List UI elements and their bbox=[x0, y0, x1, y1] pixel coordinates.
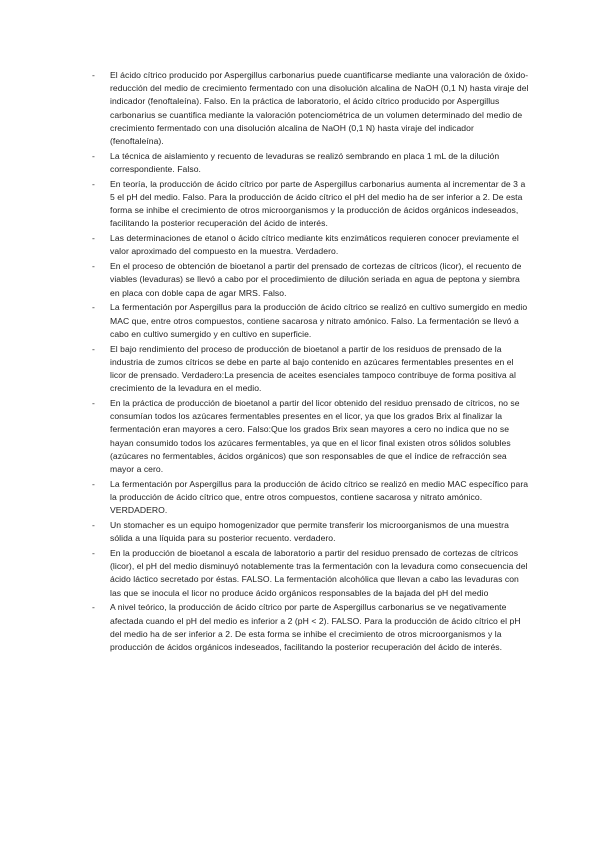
bullet-dash: - bbox=[92, 261, 95, 272]
list-item bbox=[92, 343, 530, 396]
statement-text: Un stomacher es un equipo homogenizador que permite transferir los microorganismos de una muestra sólida a una líquida para su posterior recuento. verdadero. bbox=[110, 520, 509, 544]
statement-text: En la producción de bioetanol a escala de laboratorio a partir del residuo prensado de cortezas de cítricos (licor), el pH del medio disminuyó notablemente tras la fermentación con la levadura como consecuencia del ácido láctico secretado por éstas. FALSO. La fermentación alcohólica que llevan a cabo las levaduras con las que se inocula el licor no produce ácido orgánicos responsables de la bajada del pH del medio bbox=[110, 548, 528, 598]
bullet-dash: - bbox=[92, 178, 95, 189]
list-item bbox=[92, 397, 530, 476]
bullet-dash: - bbox=[92, 343, 95, 354]
bullet-dash: - bbox=[92, 233, 95, 244]
list-item bbox=[92, 301, 530, 341]
statement-list bbox=[92, 69, 530, 654]
statement-text: El bajo rendimiento del proceso de producción de bioetanol a partir de los residuos de prensado de la industria de zumos cítricos se debe en parte al bajo contenido en azúcares fermentables presentes en el licor de prensado. Verdadero:La presencia de aceites esenciales tampoco contribuye de forma positiva al crecimiento de la levadura en el medio. bbox=[110, 343, 516, 394]
list-item bbox=[92, 232, 530, 258]
statement-text: Las determinaciones de etanol o ácido cítrico mediante kits enzimáticos requieren conocer previamente el valor aproximado del compuesto en la muestra. Verdadero. bbox=[110, 233, 519, 257]
bullet-dash: - bbox=[92, 70, 95, 80]
list-item bbox=[92, 260, 530, 300]
statement-text: En teoría, la producción de ácido cítrico por parte de Aspergillus carbonarius aumenta al incrementar de 3 a 5 el pH del medio. Falso. Para la producción de ácido cítrico el pH del medio ha de ser inferior a 2. De esta forma se inhibe el crecimiento de otros microorganismos y la producción de ácidos orgánicos indeseados, facilitando la posterior recuperación del ácido de interés. bbox=[110, 178, 526, 229]
bullet-dash: - bbox=[92, 520, 95, 531]
statement-text: El ácido cítrico producido por Aspergillus carbonarius puede cuantificarse mediante una valoración de óxido-reducción del medio de crecimiento fermentado con una disolución alcalina de NaOH (0,1 N) hasta viraje del indicador (fenoftaleína). Falso. En la práctica de laboratorio, el ácido cítrico producido por Aspergillus carbonarius se cuantifica mediante la valoración potenciométrica de un volumen determinado del medio de crecimiento fermentado con una disolución alcalina de NaOH (0,1 N) hasta viraje del indicador (fenoftaleína). bbox=[110, 70, 529, 147]
bullet-dash: - bbox=[92, 548, 95, 559]
list-item bbox=[92, 150, 530, 176]
statement-text: La fermentación por Aspergillus para la producción de ácido cítrico se realizó en cultivo sumergido en medio MAC que, entre otros compuestos, contiene sacarosa y nitrato amónico. Falso. La fermentación se llevó a cabo en cultivo sumergido y en cultivo en superficie. bbox=[110, 302, 528, 339]
list-item bbox=[92, 178, 530, 231]
list-item bbox=[92, 547, 530, 600]
list-item bbox=[92, 601, 530, 654]
bullet-dash: - bbox=[92, 602, 95, 613]
statement-text: En el proceso de obtención de bioetanol a partir del prensado de cortezas de cítricos (licor), el recuento de viables (levaduras) se llevó a cabo por el procedimiento de dilución seriada en agua de peptona y siembra en placa con doble capa de agar MRS. Falso. bbox=[110, 261, 522, 298]
bullet-dash: - bbox=[92, 478, 95, 489]
bullet-dash: - bbox=[92, 302, 95, 313]
list-item bbox=[92, 69, 530, 148]
bullet-dash: - bbox=[92, 398, 95, 409]
list-item bbox=[92, 478, 530, 518]
statement-text: La fermentación por Aspergillus para la producción de ácido cítrico se realizó en medio MAC específico para la producción de ácido cítrico que, entre otros compuestos, contiene sacarosa y nitrato amónico. VERDADERO. bbox=[110, 478, 529, 516]
statement-text: A nivel teórico, la producción de ácido cítrico por parte de Aspergillus carbonarius se ve negativamente afectada cuando el pH del medio es inferior a 2 (pH < 2). FALSO. Para la producción de ácido cítrico el pH del medio ha de ser inferior a 2. De esta forma se inhibe el crecimiento de otros microorganismos y la producción de ácidos orgánicos indeseados, facilitando la posterior recuperación del ácido de interés. bbox=[110, 602, 521, 653]
bullet-dash: - bbox=[92, 150, 95, 161]
statement-text: En la práctica de producción de bioetanol a partir del licor obtenido del residuo prensado de cítricos, no se consumían todos los azúcares fermentables presentes en el licor, ya que los grados Brix al finalizar la fermentación eran mayores a cero. Falso:Que los grados Brix sean mayores a cero no indica que no se hayan consumido todos los azúcares fermentables, ya que en el licor final existen otros sólidos solubles (azúcares no fermentables, ácidos orgánicos) que son responsables de que el índice de refracción sea mayor a cero. bbox=[110, 398, 520, 475]
statement-text: La técnica de aislamiento y recuento de levaduras se realizó sembrando en placa 1 mL de la dilución correspondiente. Falso. bbox=[110, 150, 500, 175]
list-item bbox=[92, 519, 530, 545]
